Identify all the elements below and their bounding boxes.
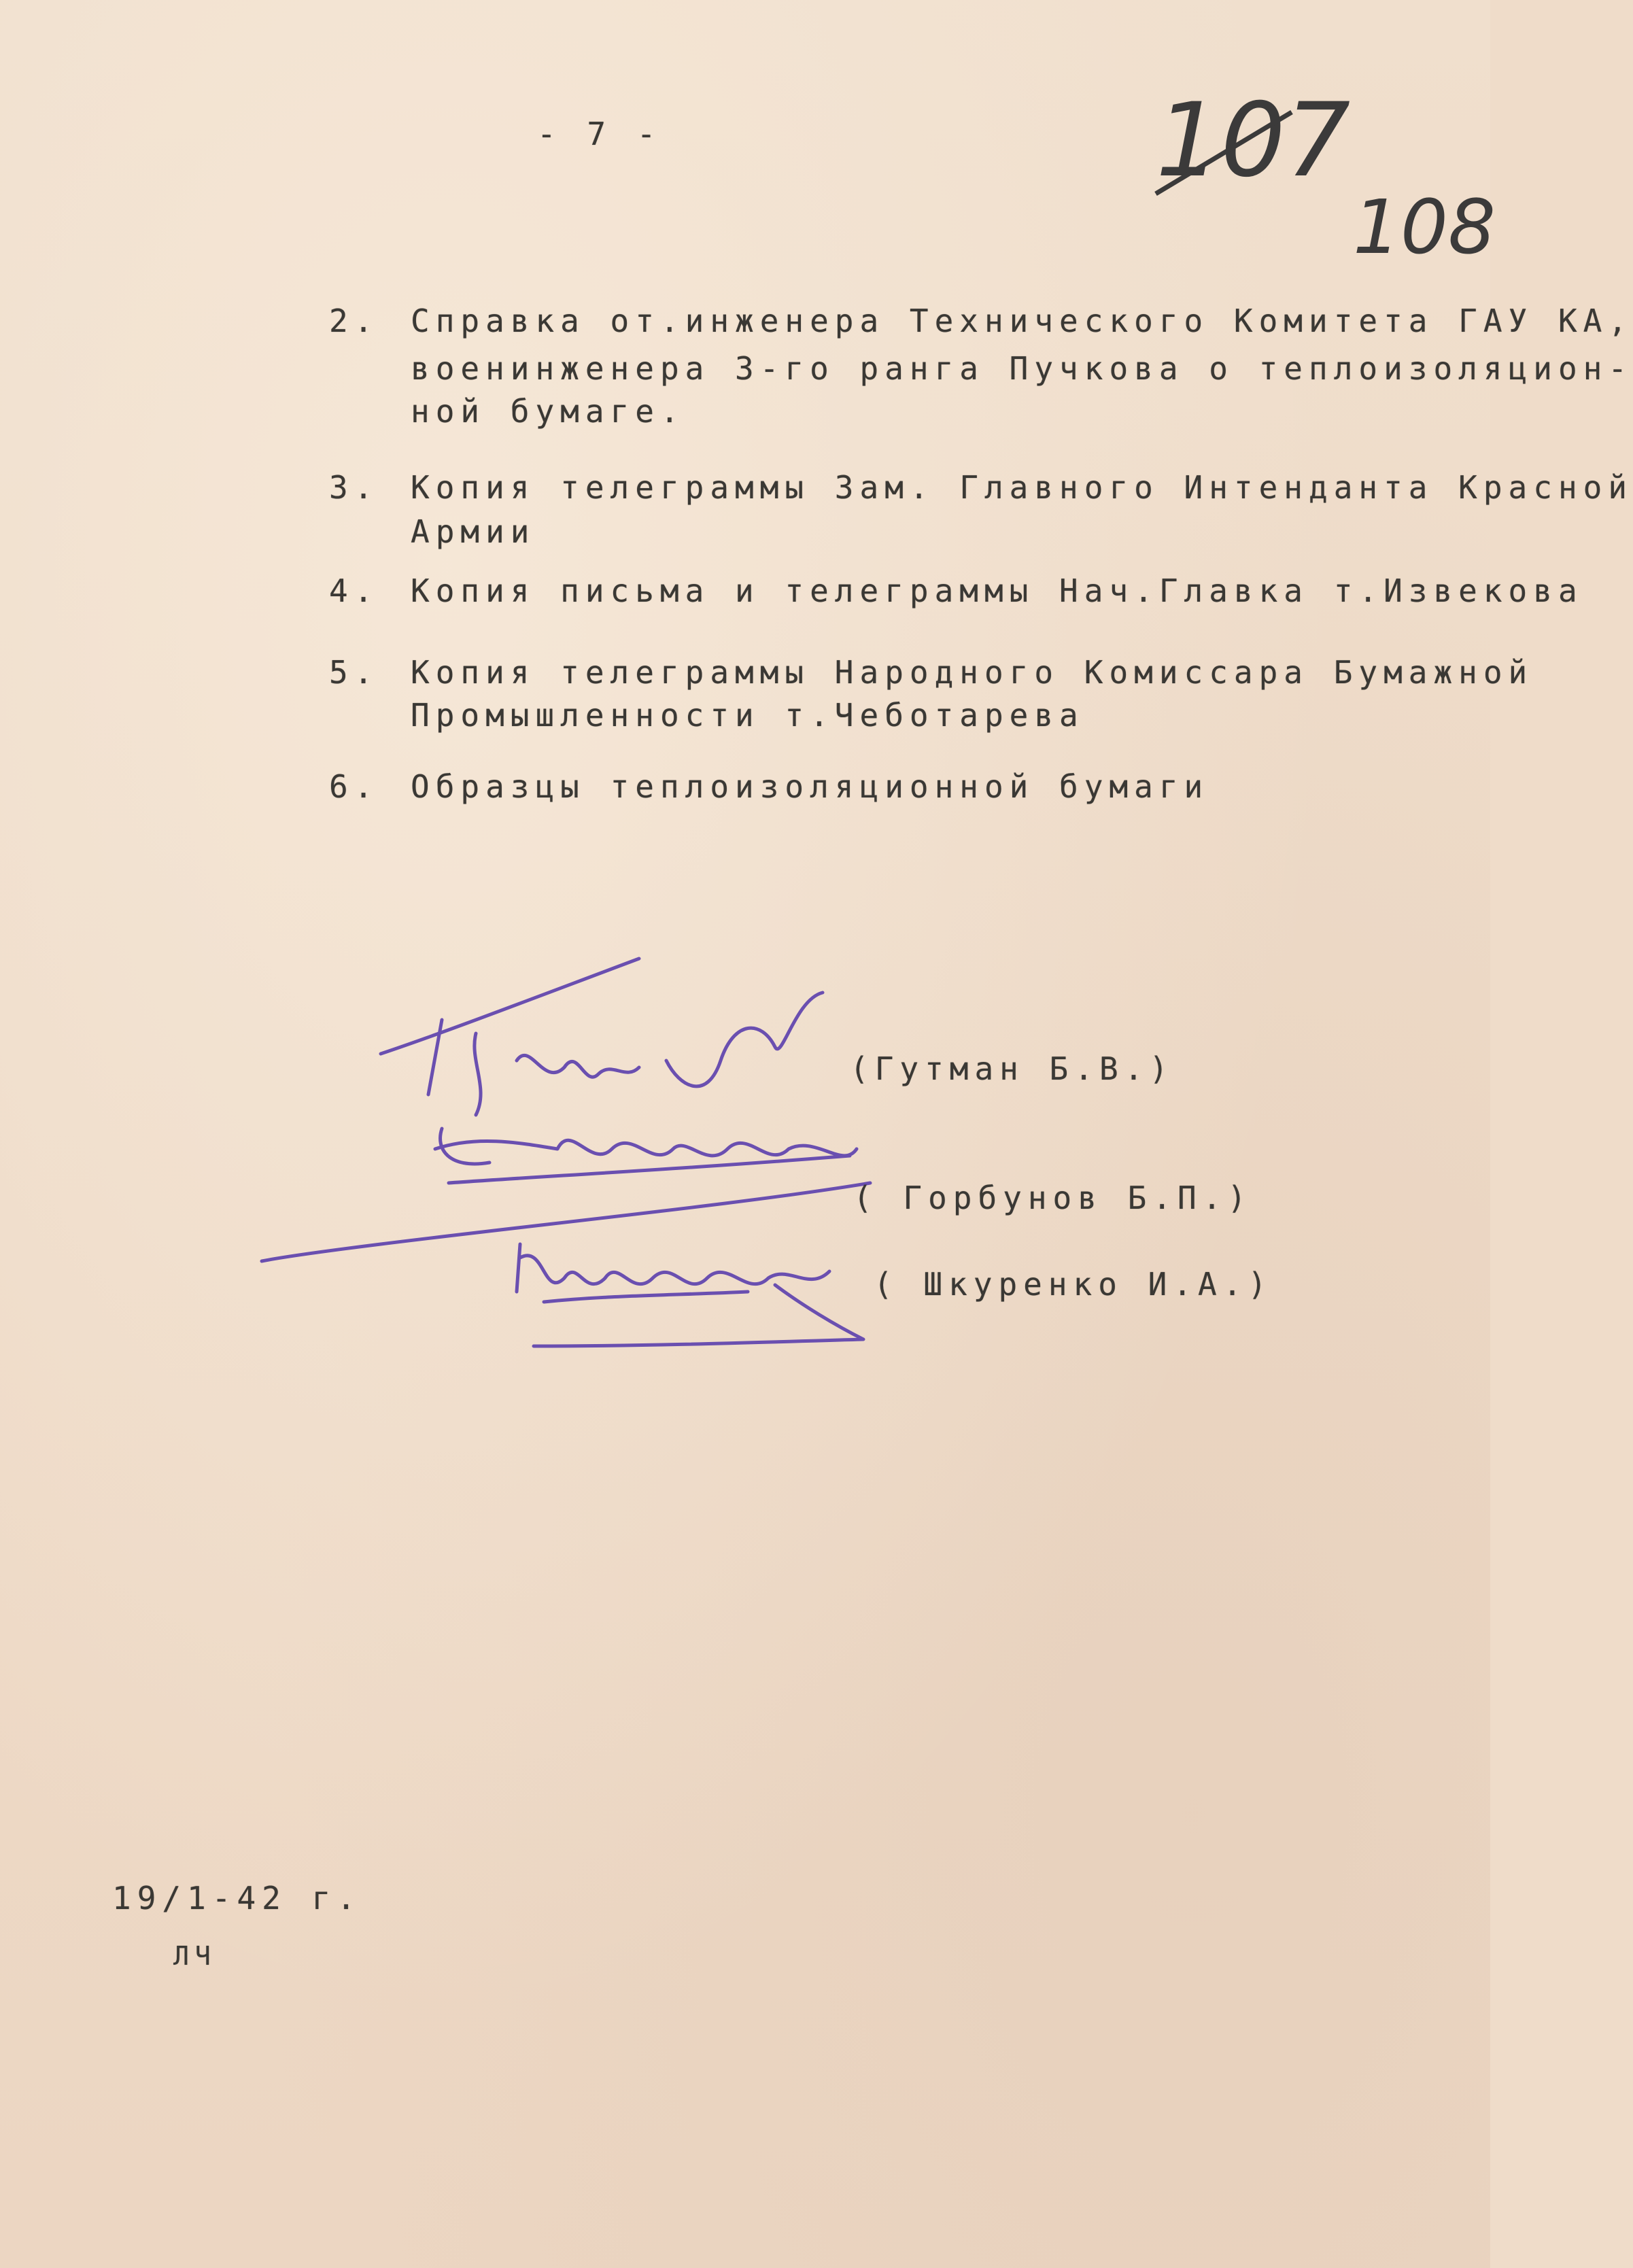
folio-number: 108 — [1353, 184, 1496, 271]
signature-gutman — [381, 959, 823, 1115]
attachment-number: 6. — [329, 768, 379, 805]
attachment-line: Копия телеграммы Народного Комиссара Бумажной — [411, 654, 1534, 691]
attachment-line: Армии — [411, 513, 536, 550]
signature-flourish — [262, 1183, 870, 1261]
attachment-line: Справка от.инженера Технического Комитета ГАУ КА, — [411, 303, 1633, 339]
signatory-name: ( Горбунов Б.П.) — [853, 1180, 1253, 1216]
attachment-number: 5. — [329, 654, 379, 691]
folio-number-crossed: 107 — [1156, 82, 1351, 200]
document-date: 19/1-42 г. — [112, 1880, 362, 1917]
attachment-line: ной бумаге. — [411, 393, 685, 430]
page-number: - 7 - — [537, 116, 662, 152]
typist-initials: ЛЧ — [173, 1941, 217, 1971]
attachment-line: военинженера 3-го ранга Пучкова о теплоизоляцион- — [411, 350, 1633, 387]
attachment-number: 3. — [329, 469, 379, 506]
attachment-line: Образцы теплоизоляционной бумаги — [411, 768, 1209, 805]
signature-gorbunov — [435, 1129, 857, 1183]
attachment-line: Копия телеграммы Зам. Главного Интенданта Красной — [411, 469, 1633, 506]
signatory-name: ( Шкуренко И.А.) — [874, 1266, 1273, 1303]
signatory-name: (Гутман Б.В.) — [850, 1050, 1175, 1087]
attachment-line: Промышленности т.Чеботарева — [411, 697, 1084, 734]
attachment-number: 2. — [329, 303, 379, 339]
attachment-number: 4. — [329, 572, 379, 609]
signature-shkurenko — [517, 1244, 863, 1346]
attachment-line: Копия письма и телеграммы Нач.Главка т.Извекова — [411, 572, 1583, 609]
